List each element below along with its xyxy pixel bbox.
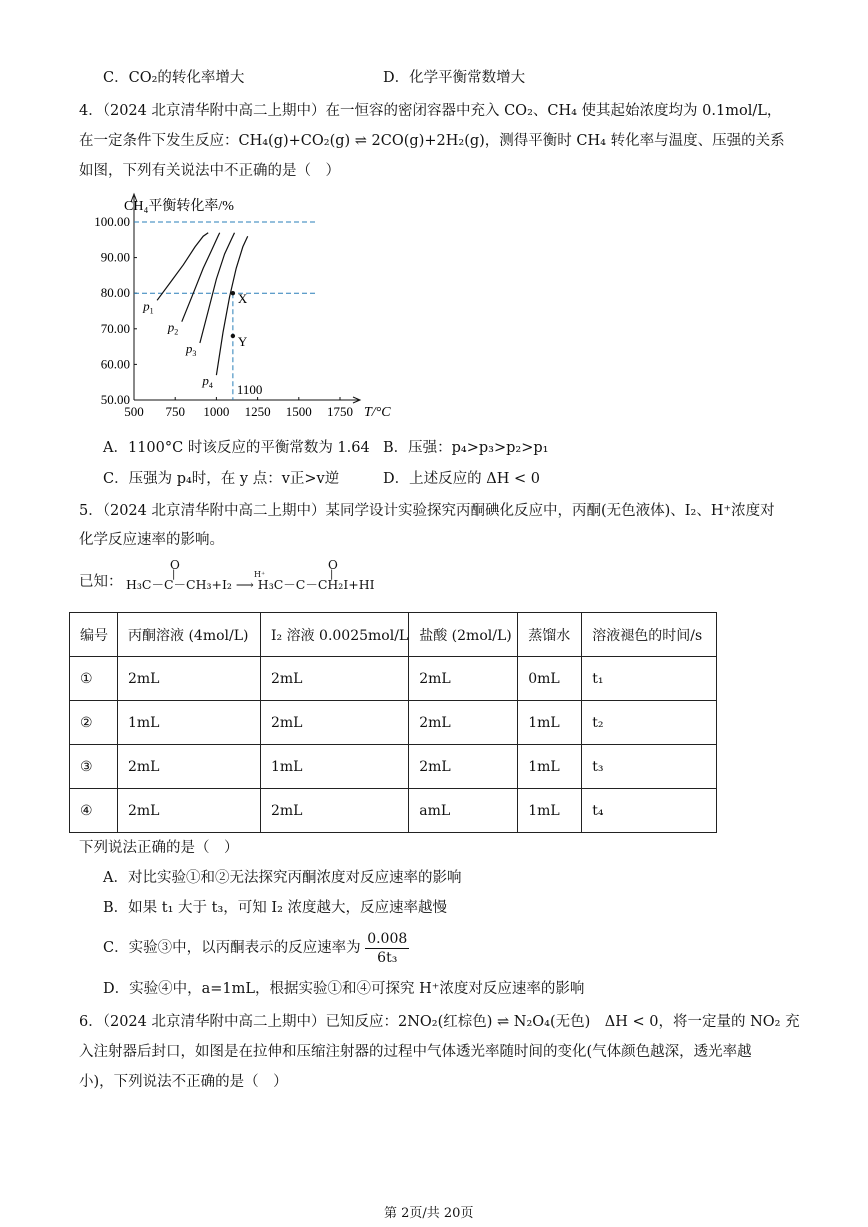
point-label-Y: Y xyxy=(237,333,248,349)
table-cell: 2mL xyxy=(118,745,261,789)
q3-option-d: D．化学平衡常数增大 xyxy=(383,70,526,86)
chart-series xyxy=(157,233,248,375)
q4-stem-line3: 如图，下列有关说法中不正确的是（ ） xyxy=(79,163,340,179)
q4-stem-line1: 4．（2024 北京清华附中高二上期中）在一恒容的密闭容器中充入 CO₂、CH₄ 使其起始浓度均为 0.1mol/L， xyxy=(79,103,782,119)
q4-stem-line2b: ，测得平衡时 CH₄ 转化率与温度、压强的关系 xyxy=(484,133,785,149)
q5-known-label: 已知： xyxy=(79,574,123,590)
q5-option-c xyxy=(103,928,409,968)
table-cell: t₄ xyxy=(582,789,717,833)
q4-option-d: D．上述反应的 ΔH < 0 xyxy=(383,471,540,487)
table-cell: t₂ xyxy=(582,701,717,745)
table-header-row xyxy=(70,613,717,657)
x-tick-label: 1500 xyxy=(285,404,312,419)
q4-stem-line2a: 在一定条件下发生反应： xyxy=(79,133,239,149)
table-cell: ③ xyxy=(70,745,118,789)
fraction-denominator: 6t₃ xyxy=(377,949,398,966)
header-cell: 盐酸 (2mol/L) xyxy=(409,613,518,657)
y-tick-label: 80.00 xyxy=(100,285,130,301)
y-tick-label: 50.00 xyxy=(100,392,130,407)
table-cell: 1mL xyxy=(518,745,582,789)
point-label-X: X xyxy=(237,291,248,307)
chart-reference-lines xyxy=(134,222,317,400)
table-cell: 2mL xyxy=(409,745,518,789)
chart-labels xyxy=(94,198,391,420)
table-cell: 1mL xyxy=(261,745,409,789)
table-cell: 2mL xyxy=(118,789,261,833)
table-cell: ① xyxy=(70,657,118,701)
x-tick-label: 750 xyxy=(165,404,185,419)
table-cell: 1mL xyxy=(118,701,261,745)
series-label-p4: $p_4$ xyxy=(202,373,213,391)
table-cell: 0mL xyxy=(518,657,582,701)
carbonyl-o-right: O xyxy=(328,558,338,572)
q6-stem-line2: 入注射器后封口，如图是在拉伸和压缩注射器的过程中气体透光率随时间的变化(气体颜色越深，透光率越 xyxy=(79,1044,752,1060)
y-axis-label: CH₄平衡转化率/% xyxy=(124,199,234,214)
x-tick-label: 500 xyxy=(124,404,144,419)
page-footer: 第 2页/共 20页 xyxy=(384,1206,474,1221)
table-cell: t₃ xyxy=(582,745,717,789)
table-cell: ② xyxy=(70,701,118,745)
q6-stem-line3: 小)，下列说法不正确的是（ ） xyxy=(79,1074,288,1090)
table-cell: t₁ xyxy=(582,657,717,701)
q5-option-a: A．对比实验①和②无法探究丙酮浓度对反应速率的影响 xyxy=(103,870,462,886)
annotation-1100: 1100 xyxy=(236,382,263,397)
point-Y xyxy=(231,334,235,338)
x-axis-label: T/°C xyxy=(364,405,391,420)
q4-option-a: A．1100°C 时该反应的平衡常数为 1.64 xyxy=(103,440,370,456)
point-X xyxy=(231,291,235,295)
q4-equation: CH₄(g)+CO₂(g) ⇌ 2CO(g)+2H₂(g) xyxy=(238,133,485,149)
q5-option-b: B．如果 t₁ 大于 t₃，可知 I₂ 浓度越大，反应速率越慢 xyxy=(103,900,448,916)
q4-stem-line2 xyxy=(79,131,785,151)
table-cell: 2mL xyxy=(409,657,518,701)
catalyst-label: H⁺ xyxy=(254,570,266,579)
y-tick-label: 60.00 xyxy=(100,356,130,372)
q5-option-c-text: C．实验③中，以丙酮表示的反应速率为 xyxy=(103,940,361,956)
header-cell: 丙酮溶液 (4mol/L) xyxy=(118,613,261,657)
table-cell: 2mL xyxy=(261,657,409,701)
series-line-p3 xyxy=(200,233,235,343)
q5-stem-line1: 5．（2024 北京清华附中高二上期中）某同学设计实验探究丙酮碘化反应中，丙酮(无色液体)、I₂、H⁺浓度对 xyxy=(79,503,775,519)
table-row xyxy=(70,789,717,833)
x-tick-label: 1750 xyxy=(327,404,353,419)
q5-question: 下列说法正确的是（ ） xyxy=(79,840,239,856)
series-label-p2: $p_2$ xyxy=(167,319,179,337)
header-cell: 编号 xyxy=(70,613,118,657)
y-tick-label: 100.00 xyxy=(94,214,130,229)
x-tick-label: 1250 xyxy=(244,404,271,419)
carbonyl-o-left: O xyxy=(170,558,180,572)
table-cell: 1mL xyxy=(518,701,582,745)
table-cell: 2mL xyxy=(118,657,261,701)
table-cell: amL xyxy=(409,789,518,833)
table-row xyxy=(70,657,717,701)
table-row xyxy=(70,701,717,745)
q3-option-c: C．CO₂的转化率增大 xyxy=(103,70,245,86)
q4-option-b: B．压强：p₄>p₃>p₂>p₁ xyxy=(383,440,549,456)
q4-option-c: C．压强为 p₄时，在 y 点：v正>v逆 xyxy=(103,471,340,487)
ch4-conversion-chart xyxy=(70,190,430,425)
q5-option-d: D．实验④中，a=1mL，根据实验①和④可探究 H⁺浓度对反应速率的影响 xyxy=(103,981,585,997)
table-cell: 2mL xyxy=(409,701,518,745)
q6-stem-line1: 6．（2024 北京清华附中高二上期中）已知反应：2NO₂(红棕色) ⇌ N₂O₄(无色) ΔH < 0，将一定量的 NO₂ 充 xyxy=(79,1014,800,1030)
table-cell: ④ xyxy=(70,789,118,833)
q5-stem-line2: 化学反应速率的影响。 xyxy=(79,532,224,548)
reaction-equation: H₃C－C－CH₃+I₂ ⟶ H₃C－C－CH₂I+HI xyxy=(126,577,375,592)
table-row xyxy=(70,745,717,789)
y-tick-label: 90.00 xyxy=(100,249,130,265)
y-tick-label: 70.00 xyxy=(100,320,130,336)
header-cell: 溶液褪色的时间/s xyxy=(582,613,717,657)
rate-fraction xyxy=(365,930,409,967)
experiment-table xyxy=(69,612,717,833)
series-label-p1: $p_1$ xyxy=(143,298,154,316)
series-line-p2 xyxy=(182,233,220,322)
x-tick-label: 1000 xyxy=(203,404,230,419)
header-cell: I₂ 溶液 0.0025mol/L xyxy=(261,613,409,657)
series-line-p1 xyxy=(157,233,208,301)
table-cell: 2mL xyxy=(261,789,409,833)
fraction-numerator: 0.008 xyxy=(367,930,408,947)
series-label-p3: $p_3$ xyxy=(185,341,197,359)
table-cell: 2mL xyxy=(261,701,409,745)
table-cell: 1mL xyxy=(518,789,582,833)
header-cell: 蒸馏水 xyxy=(518,613,582,657)
